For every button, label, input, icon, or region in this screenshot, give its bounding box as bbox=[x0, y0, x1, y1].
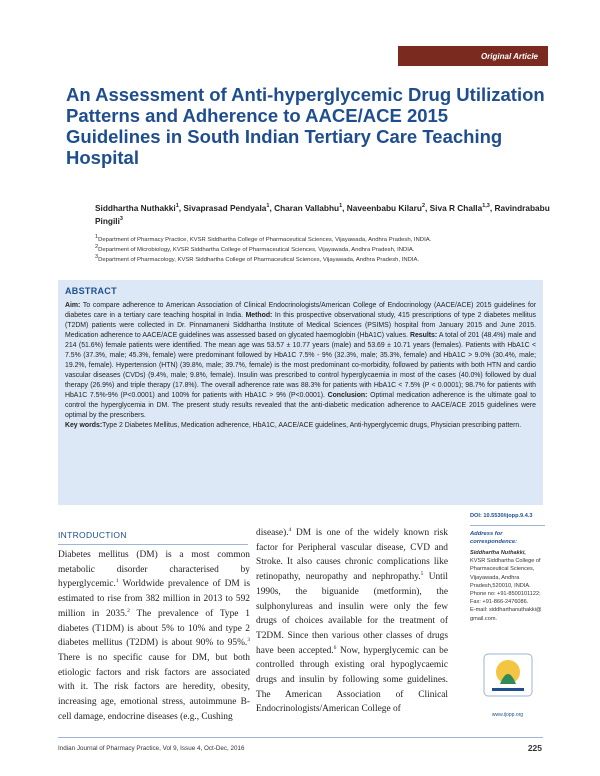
corr-email[interactable]: E-mail: siddharthanuthakki@ bbox=[470, 607, 542, 614]
journal-citation: Indian Journal of Pharmacy Practice, Vol 9, Issue 4, Oct-Dec, 2016 bbox=[58, 745, 245, 752]
abstract-heading: ABSTRACT bbox=[65, 286, 117, 296]
author[interactable]: Charan Vallabhu$^1$ bbox=[274, 203, 343, 213]
author[interactable]: Ravindrababu Pingili$^3$ bbox=[95, 203, 550, 226]
article-type-text: Original Article bbox=[480, 51, 538, 61]
affiliation: $^1$Department of Pharmacy Practice, KVSR Siddhartha College of Pharmaceutical Sciences, Vijayawada, Andhra Pradesh, INDIA. bbox=[95, 234, 432, 243]
footer-divider bbox=[58, 737, 543, 738]
corr-line: Fax: +91-866-2476086. bbox=[470, 599, 529, 606]
article-type-label bbox=[398, 46, 548, 66]
author[interactable]: Siddhartha Nuthakki$^1$ bbox=[95, 203, 179, 213]
doi-link[interactable]: DOI: 10.5530/ijopp.9.4.3 bbox=[470, 513, 533, 519]
intro-column-2: disease).$^4$ DM is one of the widely known risk factor for Peripheral vascular disease, CVD and Stroke. It also causes chronic complications like retinopathy, neuropathy and nephropathy.$^5$ Until 1990s, the biguanide (metformin), the sulphonylureas and insulin were only the few drugs of choices available for the treatment of T2DM. Since then various other classes of drugs have been accepted.$^6$ Now, hyperglycemic can be controlled through existing oral hypoglycaemic drugs and insulin by following some guidelines. The American Association of Clinical Endocrinologists/American College of bbox=[256, 526, 449, 715]
paper-title: An Assessment of Anti-hyperglycemic Drug Utilization Patterns and Adherence to AACE/ACE 2015 Guidelines in South Indian Tertiary Care Teaching Hospital bbox=[66, 84, 545, 168]
journal-logo-icon bbox=[478, 650, 538, 700]
intro-column-1: Diabetes mellitus (DM) is a most common metabolic disorder characterised by hyperglycemic.$^1$ Worldwide prevalence of DM is estimated to rise from 382 million in 2013 to 592 million in 2035.$^2$ The prevalence of Type 1 diabetes (T1DM) is about 5% to 10% and type 2 diabetes mellitus (T2DM) is about 90% to 95%.$^3$ There is no specific cause for DM, but both etiologic factors and risk factors are associated with it. The risk factors are heredity, obesity, increasing age, emotional stress, autoimmune B-cell damage, endocrine diseases (e.g., Cushing bbox=[58, 550, 250, 722]
author[interactable]: Siva R Challa$^{1,3}$ bbox=[429, 203, 490, 213]
abstract-text: Aim: To compare adherence to American Association of Clinical Endocrinologists/American College of Endocrinology (AACE/ACE) 2015 guidelines for diabetes care in a tertiary care teaching hospital in India. Method: In this prospective observational study, 415 prescriptions of type 2 diabetes mellitus (T2DM) patients were collected in Dr. Pinnamaneni Siddhartha Institute of Medical Sciences (PSIMS) hospital from January 2015 and June 2015. Medication adherence to AACE/ACE guidelines was assessed based on glycated haemoglobin (HbA1C) values. Results: A total of 201 (48.4%) male and 214 (51.6%) female patients were identified. The mean age was 53.57 ± 10.77 years (male) and 53.69 ± 10.71 years (females). Patients with HbA1C < 7.5% (37.3%, male; 45.3%, female) were predominant followed by HbA1C 7.5% - 9% (32.3%, male; 35.3%, female) and HbA1C > 9.0% (30.4%, male; 19.2%, female). Hypertension (HTN) (39.8%, male; 39.7%, female) is the most predominant co-morbidity, followed by patients with both HTN and cardio vascular diseases (CVDs) (9.4%, male; 9.8%, female). Insulin was prescribed to control hyperglycaemia in most of the cases (40.0%) followed by dual therapy (26.9%) and triple therapy (17.8%). The overall adherence rate was 88.3% for patients with HbA1C < 7.5% (P < 0.0001); 98.7% for patients with HbA1C 7.5%-9% (P<0.0001) and 100% for patients with HbA1C > 9% (P<0.0001). Conclusion: Optimal medication adherence is the ultimate goal to control the hyperglycemia in DM. The present study results revealed that the anti-diabetic medication adherence to AACE/ACE 2015 guidelines were optimal by the prescribers. bbox=[65, 302, 536, 419]
journal-website-link[interactable]: www.ijopp.org bbox=[491, 712, 524, 718]
corr-line: KVSR Siddhartha College of bbox=[470, 558, 541, 565]
corr-line: Pharmaceutical Sciences, bbox=[470, 566, 535, 573]
correspondence-heading: Address for correspondence: bbox=[470, 531, 518, 545]
citation-link[interactable]: 2 bbox=[127, 607, 130, 614]
introduction-heading: INTRODUCTION bbox=[58, 530, 127, 540]
corr-line: Pradesh,520010, INDIA. bbox=[470, 582, 531, 589]
affiliations bbox=[95, 235, 555, 265]
author[interactable]: Naveenbabu Kilaru$^2$ bbox=[346, 203, 425, 213]
citation-link[interactable]: 5 bbox=[420, 570, 424, 577]
page-number: 225 bbox=[527, 743, 542, 753]
corr-email[interactable]: gmail.com. bbox=[470, 615, 498, 622]
author-list: Siddhartha Nuthakki$^1$, Sivaprasad Pendyala$^1$, Charan Vallabhu$^1$, Naveenbabu Kilaru$^2$, Siva R Challa$^{1,3}$, Ravindrababu Pingili$^3$ bbox=[95, 203, 550, 226]
citation-link[interactable]: 6 bbox=[333, 644, 337, 651]
corr-name: Siddhartha Nuthakki, bbox=[470, 550, 526, 556]
abstract-box bbox=[58, 280, 543, 505]
corr-line: Vijayawada, Andhra bbox=[470, 574, 520, 581]
corr-line: Phone no: +91-8500101122; bbox=[470, 591, 541, 598]
correspondence-address bbox=[470, 549, 550, 623]
citation-link[interactable]: 3 bbox=[247, 637, 250, 644]
sidebar-divider bbox=[470, 525, 545, 526]
affiliation: $^3$Department of Pharmacology, KVSR Siddhartha College of Pharmaceutical Sciences, Vijayawada, Andhra Pradesh, INDIA. bbox=[95, 254, 420, 263]
keywords: Key words:Type 2 Diabetes Mellitus, Medication adherence, HbA1C, AACE/ACE guidelines, Anti-hyperglycemic drugs, Physician prescribing pattern. bbox=[65, 422, 522, 429]
heading-divider bbox=[58, 544, 248, 545]
author[interactable]: Sivaprasad Pendyala$^1$ bbox=[183, 203, 270, 213]
citation-link[interactable]: 4 bbox=[288, 526, 292, 533]
affiliation: $^2$Department of Microbiology, KVSR Siddhartha College of Pharmaceutical Sciences, Vijayawada, Andhra Pradesh, INDIA. bbox=[95, 244, 415, 253]
citation-link[interactable]: 1 bbox=[115, 578, 119, 585]
